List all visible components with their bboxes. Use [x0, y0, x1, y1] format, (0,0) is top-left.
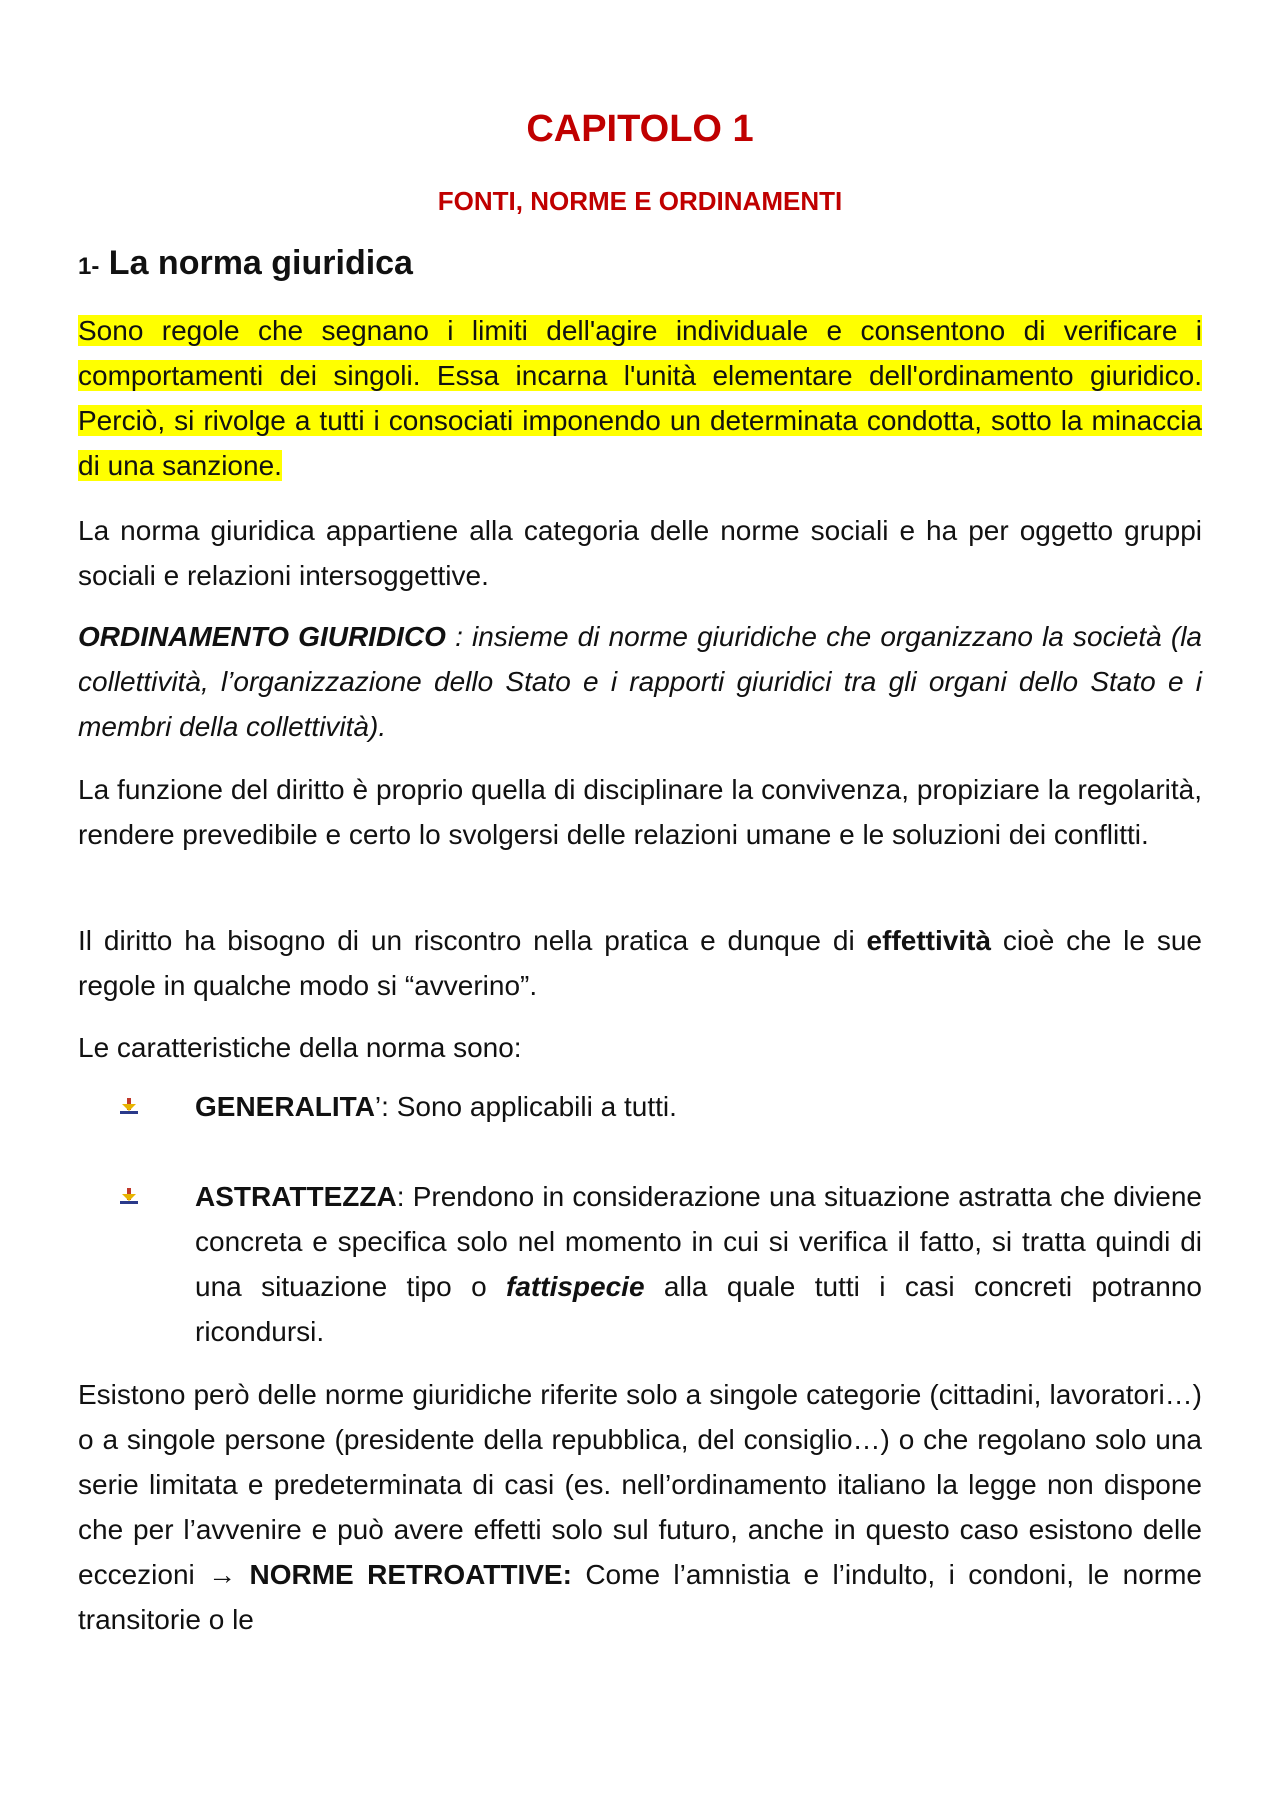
term-effettivita: effettività: [866, 925, 992, 956]
eccezioni-text-b: Come l’amnistia e l’indulto, i condoni, le norme transitorie o le: [78, 1559, 1202, 1635]
paragraph-highlighted: [78, 308, 1202, 488]
bullet-marker-icon: [118, 1186, 140, 1206]
paragraph-ordinamento: [78, 614, 1202, 749]
effettivita-text-b: cioè che le sue regole in qualche modo si “avverino”.: [78, 925, 1202, 1001]
paragraph-caratteristiche: Le caratteristiche della norma sono:: [78, 1032, 522, 1063]
astrattezza-description-b: alla quale tutti i casi concreti potranno ricondursi.: [195, 1271, 1202, 1347]
paragraph-eccezioni: [78, 1372, 1202, 1642]
astrattezza-description-a: : Prendono in considerazione una situazione astratta che diviene concreta e specifica solo nel momento in cui si verifica il fatto, si tratta quindi di una situazione tipo o: [195, 1181, 1202, 1302]
effettivita-text-a: Il diritto ha bisogno di un riscontro nella pratica e dunque di: [78, 925, 867, 956]
eccezioni-text-a: Esistono però delle norme giuridiche riferite solo a singole categorie (cittadini, lavoratori…) o a singole persone (presidente della repubblica, del consiglio…) o che regolano solo una serie limitata e predeterminata di casi (es. nell’ordinamento italiano la legge non dispone che per l’avvenire e può avere effetti solo sul futuro, anche in questo caso esistono delle eccezioni: [78, 1379, 1202, 1590]
chapter-subtitle: FONTI, NORME E ORDINAMENTI: [437, 186, 843, 216]
generalita-description: ’: Sono applicabili a tutti.: [374, 1091, 677, 1122]
bullet-marker-icon: [118, 1096, 140, 1116]
highlighted-text: Sono regole che segnano i limiti dell'agire individuale e consentono di verificare i comportamenti dei singoli. Essa incarna l'unità elementare dell'ordinamento giuridico. Perciò, si rivolge a tutti i consociati imponendo un determinata condotta, sotto la minaccia di una sanzione.: [78, 315, 1202, 481]
term-norme-retroattive: NORME RETROATTIVE:: [236, 1559, 572, 1590]
section-heading: [78, 244, 413, 283]
paragraph-norma-sociale: La norma giuridica appartiene alla categoria delle norme sociali e ha per oggetto gruppi sociali e relazioni intersoggettive.: [78, 515, 1202, 591]
section-number: 1-: [78, 253, 100, 280]
section-title: La norma giuridica: [108, 244, 413, 282]
list-item-astrattezza: [118, 1174, 1202, 1354]
term-astrattezza: ASTRATTEZZA: [195, 1181, 397, 1212]
paragraph-funzione-diritto: La funzione del diritto è proprio quella di disciplinare la convivenza, propiziare la regolarità, rendere prevedibile e certo lo svolgersi delle relazioni umane e le soluzioni dei conflitti.: [78, 774, 1202, 850]
term-ordinamento-giuridico: ORDINAMENTO GIURIDICO: [78, 621, 446, 652]
term-fattispecie: fattispecie: [506, 1271, 645, 1302]
bullet-text: [195, 1084, 1202, 1129]
list-item-generalita: [118, 1084, 1202, 1129]
definition-ordinamento-giuridico: : insieme di norme giuridiche che organizzano la società (la collettività, l’organizzazione dello Stato e i rapporti giuridici tra gli organi dello Stato e i membri della collettività).: [78, 621, 1202, 742]
term-generalita: GENERALITA: [195, 1091, 375, 1122]
arrow-icon: →: [208, 1559, 237, 1590]
paragraph-effettivita: [78, 918, 1202, 1008]
bullet-text: [195, 1174, 1202, 1354]
chapter-title: CAPITOLO 1: [526, 108, 754, 150]
